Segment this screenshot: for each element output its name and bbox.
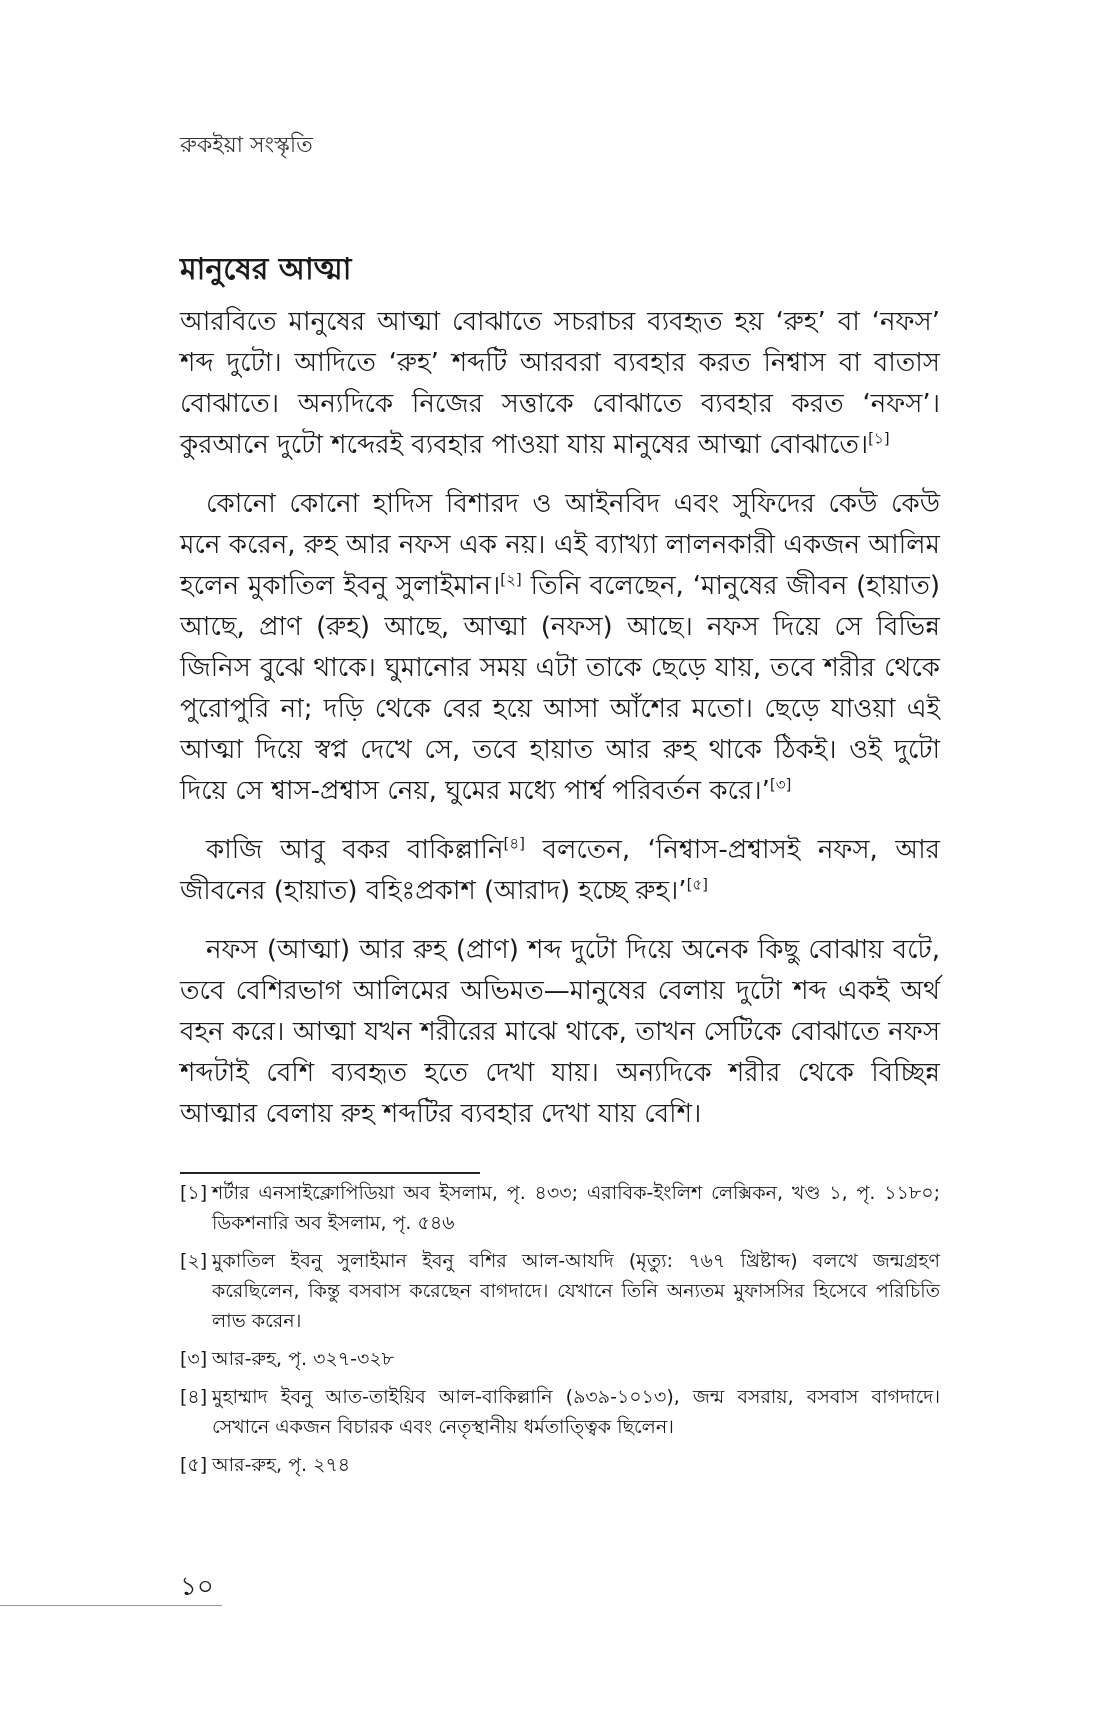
paragraph-1-text: আরবিতে মানুষের আত্মা বোঝাতে সচরাচর ব্যবহৃত হয় ‘রুহ’ বা ‘নফস’ শব্দ দুটো। আদিতে ‘রুহ’ শব্দটি আরবরা ব্যবহার করত নিশ্বাস বা বাতাস বোঝাতে। অন্যদিকে নিজের সত্তাকে বোঝাতে ব্যবহার করত ‘নফস’। কুরআনে দুটো শব্দেরই ব্যবহার পাওয়া যায় মানুষের আত্মা বোঝাতে। — [180, 307, 940, 460]
footnote-marker: [৫] — [180, 1454, 208, 1476]
footnote-marker: [২] — [180, 1250, 208, 1272]
footnote-text: মুহাম্মাদ ইবনু আত-তাইয়িব আল-বাকিল্লানি (৯৩৯-১০১৩), জন্ম বসরায়, বসবাস বাগদাদে। সেখানে একজন বিচারক এবং নেতৃস্থানীয় ধর্মতাত্ত্বিক ছিলেন। — [212, 1386, 940, 1438]
footnote-marker: [৪] — [180, 1386, 208, 1408]
footnote-separator — [180, 1172, 480, 1174]
footnote-text: শর্টার এনসাইক্লোপিডিয়া অব ইসলাম, পৃ. ৪৩৩; এরাবিক-ইংলিশ লেক্সিকন, খণ্ড ১, পৃ. ১১৮০; ডিকশনারি অব ইসলাম, পৃ. ৫৪৬ — [212, 1182, 940, 1234]
footnote-4 — [180, 1382, 940, 1442]
paragraph-2-text-b: তিনি বলেছেন, ‘মানুষের জীবন (হায়াত) আছে, প্রাণ (রুহ) আছে, আত্মা (নফস) আছে। নফস দিয়ে সে বিভিন্ন জিনিস বুঝে থাকে। ঘুমানোর সময় এটা তাকে ছেড়ে যায়, তবে শরীর থেকে পুরোপুরি না; দড়ি থেকে বের হয়ে আসা আঁশের মতো। ছেড়ে যাওয়া এই আত্মা দিয়ে স্বপ্ন দেখে সে, তবে হায়াত আর রুহ থাকে ঠিকই। ওই দুটো দিয়ে সে শ্বাস-প্রশ্বাস নেয়, ঘুমের মধ্যে পার্শ্ব পরিবর্তন করে।’ — [180, 571, 941, 806]
footnote-text: মুকাতিল ইবনু সুলাইমান ইবনু বশির আল-আযদি (মৃত্যু: ৭৬৭ খ্রিষ্টাব্দ) বলখে জন্মগ্রহণ করেছিলেন, কিন্তু বসবাস করেছেন বাগদাদে। যেখানে তিনি অন্যতম মুফাসসির হিসেবে পরিচিতি লাভ করেন। — [212, 1250, 940, 1332]
paragraph-2-text-a: কোনো কোনো হাদিস বিশারদ ও আইনবিদ এবং সুফিদের কেউ কেউ মনে করেন, রুহ আর নফস এক নয়। এই ব্যাখ্যা লালনকারী একজন আলিম হলেন মুকাতিল ইবনু সুলাইমান। — [180, 489, 940, 601]
footnote-marker: [১] — [180, 1182, 208, 1204]
paragraph-4: নফস (আত্মা) আর রুহ (প্রাণ) শব্দ দুটো দিয়ে অনেক কিছু বোঝায় বটে, তবে বেশিরভাগ আলিমের অভিমত—মানুষের বেলায় দুটো শব্দ একই অর্থ বহন করে। আত্মা যখন শরীরের মাঝে থাকে, তাখন সেটিকে বোঝাতে নফস শব্দটাই বেশি ব্যবহৃত হতে দেখা যায়। অন্যদিকে শরীর থেকে বিচ্ছিন্ন আত্মার বেলায় রুহ শব্দটির ব্যবহার দেখা যায় বেশি। — [180, 935, 940, 1129]
paragraph-1 — [180, 302, 940, 466]
page-footer-rule — [0, 1605, 222, 1606]
footnotes — [180, 1178, 940, 1488]
paragraph-3-text-a: কাজি আবু বকর বাকিল্লানি — [206, 835, 504, 865]
footnote-1 — [180, 1178, 940, 1238]
paragraph-2 — [180, 484, 940, 812]
footnote-2 — [180, 1246, 940, 1336]
footnote-3 — [180, 1344, 940, 1374]
paragraph-3 — [180, 830, 940, 912]
footnote-marker: [৩] — [180, 1348, 208, 1370]
page-number: ১০ — [180, 1572, 214, 1602]
footnote-ref-5[interactable]: [৫] — [686, 875, 709, 894]
footnote-ref-4[interactable]: [৪] — [503, 834, 525, 853]
running-header: রুকইয়া সংস্কৃতি — [180, 133, 313, 158]
main-content — [180, 245, 940, 1153]
footnote-ref-2[interactable]: [২] — [500, 570, 522, 589]
paragraph-3-text-b: বলতেন, ‘নিশ্বাস-প্রশ্বাসই নফস, আর জীবনের (হায়াত) বহিঃপ্রকাশ (আরাদ) হচ্ছে রুহ।’ — [180, 835, 940, 906]
footnote-ref-1[interactable]: [১] — [868, 429, 890, 448]
footnote-text: আর-রুহ, পৃ. ২৭৪ — [212, 1454, 351, 1476]
footnote-text: আর-রুহ, পৃ. ৩২৭-৩২৮ — [212, 1348, 395, 1370]
footnote-ref-3[interactable]: [৩] — [769, 775, 792, 794]
section-heading: মানুষের আত্মা — [180, 252, 352, 287]
footnote-5 — [180, 1450, 940, 1480]
